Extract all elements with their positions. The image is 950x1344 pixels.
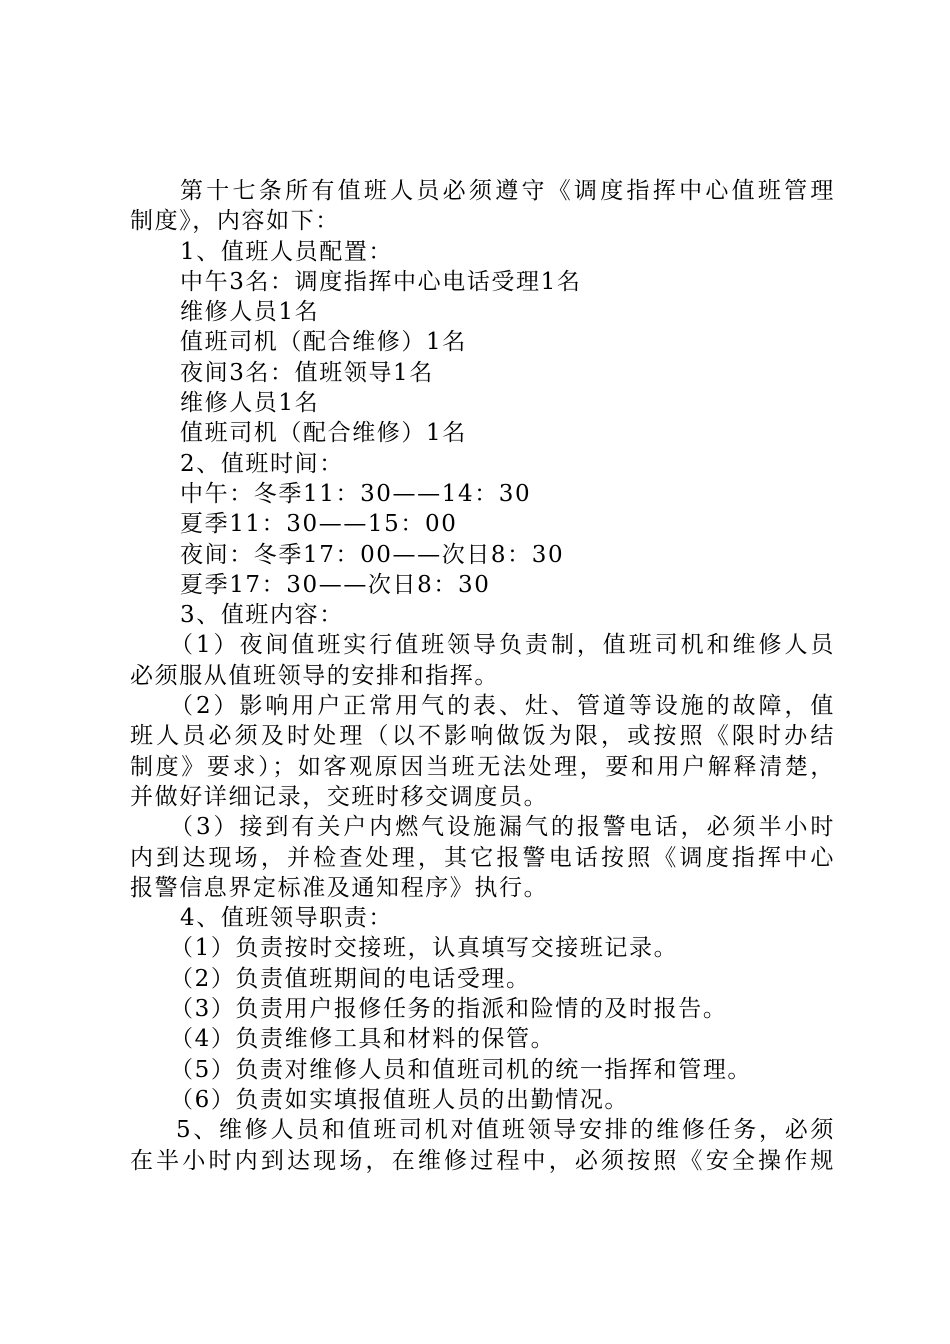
list-item: （4）负责维修工具和材料的保管。 [170, 1026, 556, 1053]
paragraph-line: （1）夜间值班实行值班领导负责制，值班司机和维修人员 [170, 632, 835, 659]
paragraph-line: 在半小时内到达现场，在维修过程中，必须按照《安全操作规 [130, 1147, 835, 1174]
paragraph-line: 并做好详细记录，交班时移交调度员。 [130, 783, 549, 810]
paragraph-line: 报警信息界定标准及通知程序》执行。 [130, 874, 549, 901]
section-heading: 2、值班时间： [180, 450, 344, 477]
section-heading: 4、值班领导职责： [180, 905, 394, 932]
list-item: 夜间3名：值班领导1名 [180, 359, 434, 386]
paragraph-line: （2）影响用户正常用气的表、灶、管道等设施的故障，值 [170, 693, 835, 720]
section-heading: 3、值班内容： [180, 602, 344, 629]
paragraph-line: 制度》要求）；如客观原因当班无法处理，要和用户解释清楚， [130, 753, 835, 780]
list-item: 夏季11：30——15：00 [180, 511, 458, 538]
paragraph-line: 班人员必须及时处理（以不影响做饭为限，或按照《限时办结 [130, 723, 835, 750]
list-item: （5）负责对维修人员和值班司机的统一指挥和管理。 [170, 1056, 753, 1083]
list-item: （3）负责用户报修任务的指派和险情的及时报告。 [170, 996, 728, 1023]
list-item: 值班司机（配合维修）1名 [180, 420, 467, 447]
paragraph-line: 内到达现场，并检查处理，其它报警电话按照《调度指挥中心 [130, 844, 835, 871]
list-item: 维修人员1名 [180, 299, 320, 326]
list-item: 夜间：冬季17：00——次日8：30 [180, 541, 565, 568]
list-item: （2）负责值班期间的电话受理。 [170, 965, 531, 992]
list-item: （1）负责按时交接班，认真填写交接班记录。 [170, 935, 679, 962]
list-item: 维修人员1名 [180, 390, 320, 417]
paragraph-line: 第十七条所有值班人员必须遵守《调度指挥中心值班管理 [180, 178, 835, 204]
list-item: 中午3名：调度指挥中心电话受理1名 [180, 268, 582, 295]
list-item: （6）负责如实填报值班人员的出勤情况。 [170, 1086, 630, 1113]
list-item: 值班司机（配合维修）1名 [180, 329, 467, 356]
list-item: 夏季17：30——次日8：30 [180, 571, 491, 598]
paragraph-line: 5、维修人员和值班司机对值班领导安排的维修任务，必须 [176, 1117, 835, 1144]
document-body [130, 176, 835, 1176]
paragraph-line: 制度》，内容如下： [130, 208, 340, 235]
section-heading: 1、值班人员配置： [180, 238, 394, 265]
paragraph-line: 必须服从值班领导的安排和指挥。 [130, 662, 499, 689]
list-item: 中午：冬季11：30——14：30 [180, 480, 532, 507]
paragraph-line: （3）接到有关户内燃气设施漏气的报警电话，必须半小时 [170, 814, 835, 841]
